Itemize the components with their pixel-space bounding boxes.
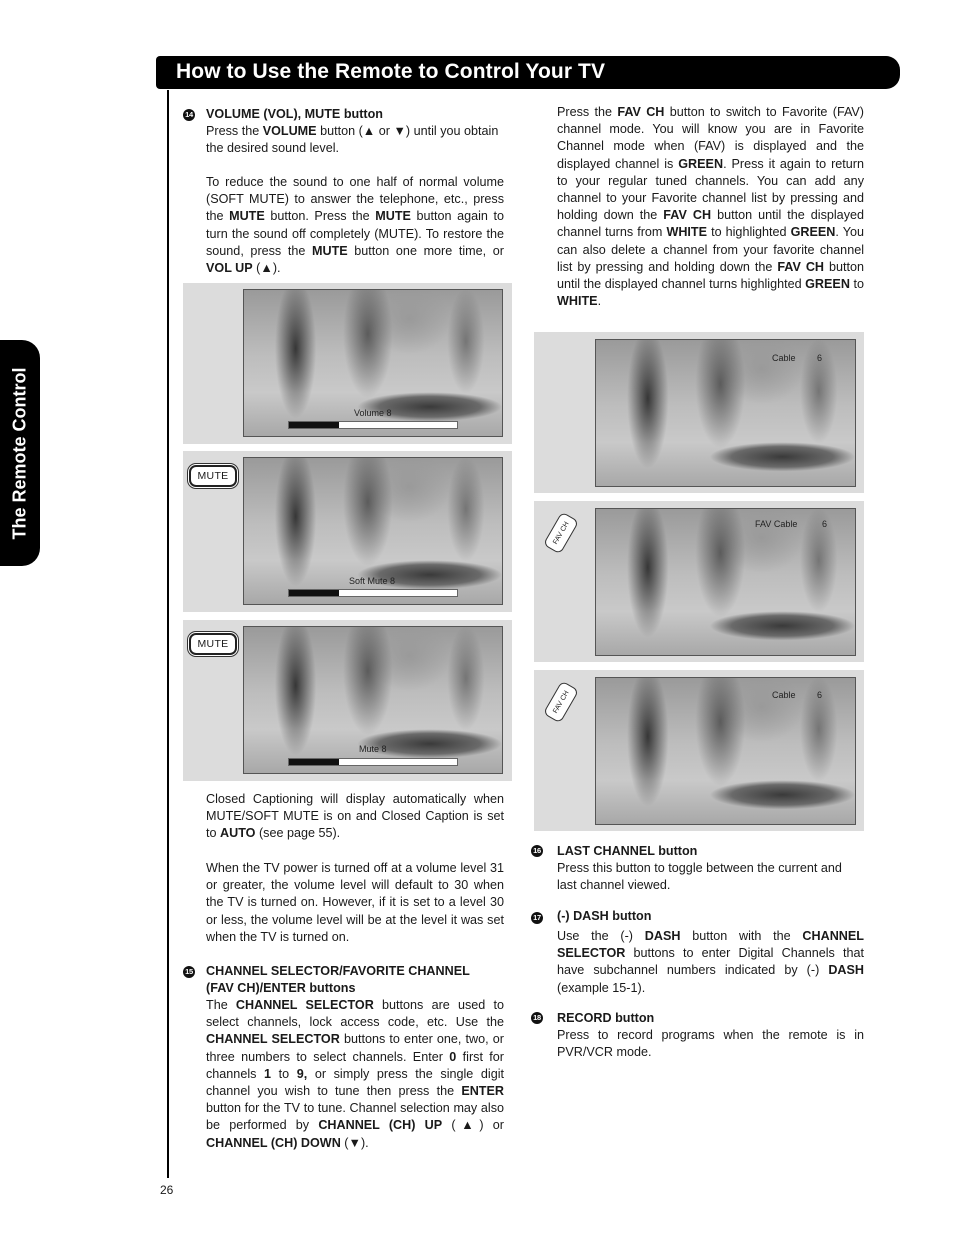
volume-bar-fill — [289, 422, 339, 428]
page-number: 26 — [160, 1183, 174, 1197]
tv-screen-cable-return — [595, 677, 856, 825]
section-title-volume-mute: VOLUME (VOL), MUTE button — [206, 107, 383, 121]
tv-screen-volume — [243, 289, 503, 437]
tv-screen-fav-cable — [595, 508, 856, 656]
section-number-14: 14 — [183, 109, 195, 121]
osd-channel: 6 — [817, 353, 823, 363]
section-title-dash: (-) DASH button — [557, 909, 652, 923]
last-channel-paragraph: Press this button to toggle between the current and last channel viewed. — [557, 861, 842, 893]
osd-source: FAV Cable — [755, 519, 798, 529]
section-title-channel-selector: CHANNEL SELECTOR/FAVORITE CHANNEL (FAV CH)/ENTER buttons — [206, 964, 470, 996]
volume-bar-fill — [289, 590, 339, 596]
volume-bar — [288, 758, 458, 766]
osd-label: Volume 8 — [354, 408, 392, 418]
osd-source: Cable — [772, 353, 796, 363]
osd-channel: 6 — [817, 690, 823, 700]
fav-ch-button-illustration: FAV CH — [543, 512, 579, 555]
section-title-record: RECORD button — [557, 1011, 655, 1025]
tv-screen-soft-mute — [243, 457, 503, 605]
dash-paragraph: Use the (-) DASH button with the CHANNEL SELECTOR buttons to enter Digital Channels that have subchannel numbers indicated by (-) DASH (example 15-1). — [557, 929, 864, 995]
screen-panel-cable-return — [534, 670, 864, 831]
screen-panel-cable — [534, 332, 864, 493]
osd-source: Cable — [772, 690, 796, 700]
screen-panel-mute — [183, 620, 512, 781]
record-paragraph: Press to record programs when the remote is in PVR/VCR mode. — [557, 1028, 864, 1060]
section-number-18: 18 — [531, 1012, 543, 1024]
screen-panel-fav-cable — [534, 501, 864, 662]
power-volume-paragraph: When the TV power is turned off at a volume level 31 or greater, the volume level will default to 30 when the TV is turned on. However, if it is set to a level 30 or less, the volume level will be at the level it was set when the TV is turned on. — [206, 861, 504, 944]
side-tab-label: The Remote Control — [9, 366, 30, 540]
tv-screen-mute — [243, 626, 503, 774]
volume-paragraph: Press the VOLUME button (▲ or ▼) until you obtain the desired sound level. — [206, 124, 499, 156]
fav-ch-button-illustration: FAV CH — [543, 681, 579, 724]
volume-bar — [288, 421, 458, 429]
screen-panel-soft-mute — [183, 451, 512, 612]
mute-paragraph: To reduce the sound to one half of normal volume (SOFT MUTE) to answer the telephone, etc., press the MUTE button. Press the MUTE button again to turn the sound off completely (MUTE). To restore the sound, press the MUTE button one more time, or VOL UP (▲). — [206, 175, 504, 276]
volume-bar — [288, 589, 458, 597]
closed-caption-paragraph: Closed Captioning will display automatically when MUTE/SOFT MUTE is on and Closed Caption is set to AUTO (see page 55). — [206, 792, 504, 841]
volume-bar-fill — [289, 759, 339, 765]
channel-selector-paragraph: The CHANNEL SELECTOR buttons are used to select channels, lock access code, etc. Use the CHANNEL SELECTOR buttons to enter one, two, or three numbers to select channels. Enter 0 first for channels 1 to 9, or simply press the single digit channel you wish to tune then press the ENTER button for the TV to tune. Channel selection may also be performed by CHANNEL (CH) UP (▲) or CHANNEL (CH) DOWN (▼). — [206, 998, 505, 1150]
osd-channel: 6 — [822, 519, 828, 529]
mute-button-illustration: MUTE — [189, 633, 237, 655]
page-title: How to Use the Remote to Control Your TV — [176, 60, 606, 83]
section-number-16: 16 — [531, 845, 543, 857]
fav-channel-paragraph: Press the FAV CH button to switch to Favorite (FAV) channel mode. You will know you are in Favorite Channel mode when (FAV) is displayed and the displayed channel is GREEN. Press it again to return to your regular tuned channels. You can add any channel to your Favorite channel list by pressing and holding down the FAV CH button until the displayed channel turns from WHITE to highlighted GREEN. You can also delete a channel from your favorite channel list by pressing and holding down the FAV CH button until the displayed channel turns highlighted GREEN to WHITE. — [557, 105, 865, 309]
osd-label: Soft Mute 8 — [349, 576, 396, 586]
mute-button-illustration: MUTE — [189, 465, 237, 487]
section-side-tab — [0, 340, 40, 566]
screen-panel-volume — [183, 283, 512, 444]
tv-screen-cable — [595, 339, 856, 487]
section-number-15: 15 — [183, 966, 195, 978]
section-number-17: 17 — [531, 912, 543, 924]
page-header — [156, 56, 900, 89]
column-rule — [167, 90, 169, 1178]
section-title-last-channel: LAST CHANNEL button — [557, 844, 698, 858]
osd-label: Mute 8 — [359, 744, 387, 754]
